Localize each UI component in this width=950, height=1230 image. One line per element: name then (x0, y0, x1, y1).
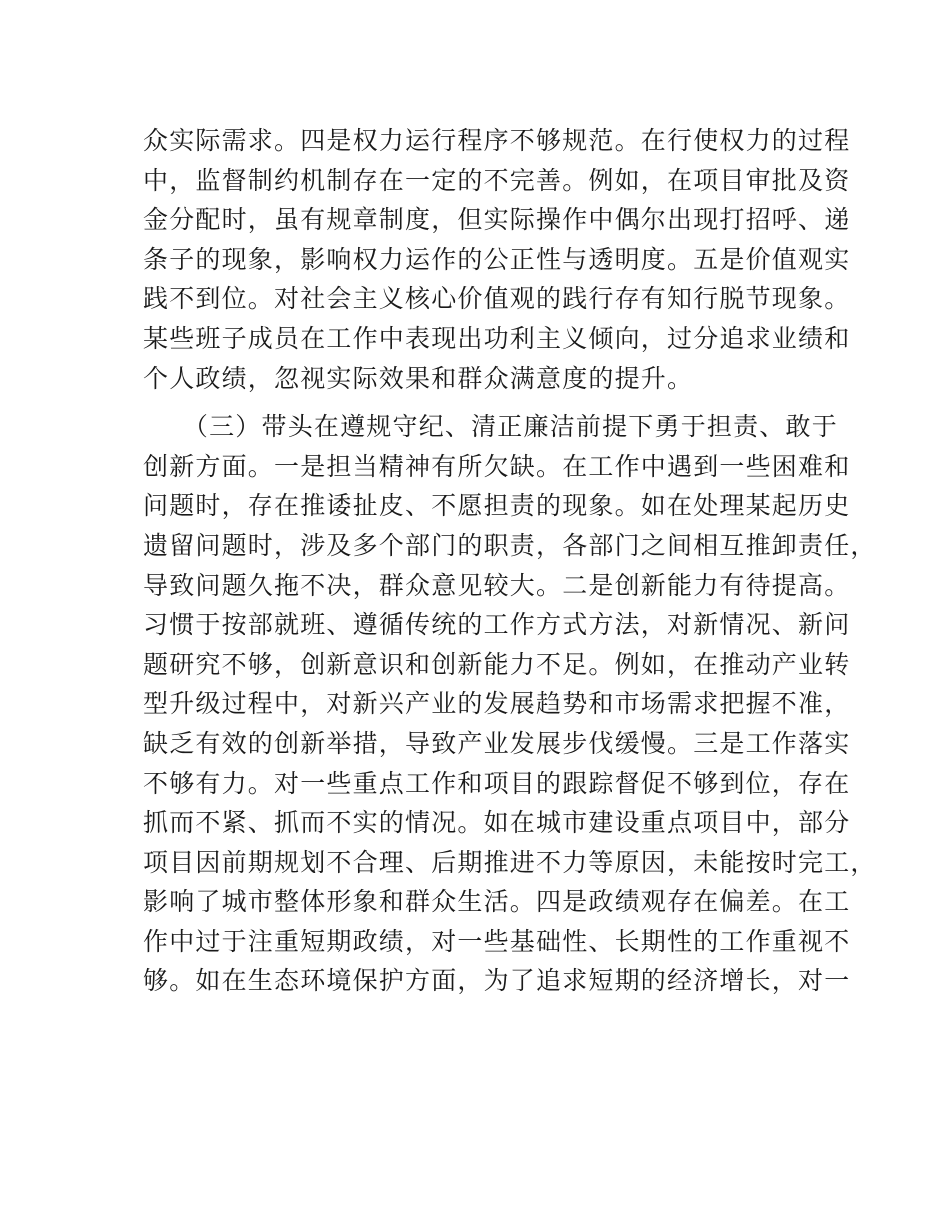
text-line: 中，监督制约机制存在一定的不完善。例如，在项目审批及资 (143, 165, 851, 195)
text-line: 够。如在生态环境保护方面，为了追求短期的经济增长，对一 (143, 966, 851, 996)
text-line: 习惯于按部就班、遵循传统的工作方式方法，对新情况、新问 (143, 610, 851, 640)
text-line: 个人政绩，忽视实际效果和群众满意度的提升。 (143, 363, 694, 393)
text-line: 问题时，存在推诿扯皮、不愿担责的现象。如在处理某起历史 (143, 491, 851, 521)
text-line: 某些班子成员在工作中表现出功利主义倾向，过分追求业绩和 (143, 323, 851, 353)
text-line: 导致问题久拖不决，群众意见较大。二是创新能力有待提高。 (143, 570, 851, 600)
text-line: 遗留问题时，涉及多个部门的职责，各部门之间相互推卸责任， (143, 530, 877, 560)
text-line: 抓而不紧、抓而不实的情况。如在城市建设重点项目中，部分 (143, 808, 851, 838)
text-line: 众实际需求。四是权力运行程序不够规范。在行使权力的过程 (143, 126, 851, 155)
text-line: 践不到位。对社会主义核心价值观的践行存有知行脱节现象。 (143, 284, 851, 314)
text-line: 金分配时，虽有规章制度，但实际操作中偶尔出现打招呼、递 (143, 205, 851, 235)
text-line: 不够有力。对一些重点工作和项目的跟踪督促不够到位，存在 (143, 768, 851, 798)
text-line: 影响了城市整体形象和群众生活。四是政绩观存在偏差。在工 (143, 887, 851, 917)
text-line: 作中过于注重短期政绩，对一些基础性、长期性的工作重视不 (143, 926, 851, 956)
text-line: 缺乏有效的创新举措，导致产业发展步伐缓慢。三是工作落实 (143, 728, 851, 758)
text-line: 创新方面。一是担当精神有所欠缺。在工作中遇到一些困难和 (143, 451, 851, 481)
text-line: 题研究不够，创新意识和创新能力不足。例如，在推动产业转 (143, 649, 851, 679)
text-line: 项目因前期规划不合理、后期推进不力等原因，未能按时完工， (143, 847, 877, 877)
text-line: 条子的现象，影响权力运作的公正性与透明度。五是价值观实 (143, 244, 851, 274)
text-line: 型升级过程中，对新兴产业的发展趋势和市场需求把握不准， (143, 689, 851, 719)
section-heading-line: （三）带头在遵规守纪、清正廉洁前提下勇于担责、敢于 (143, 412, 838, 442)
body-text (143, 121, 877, 1001)
